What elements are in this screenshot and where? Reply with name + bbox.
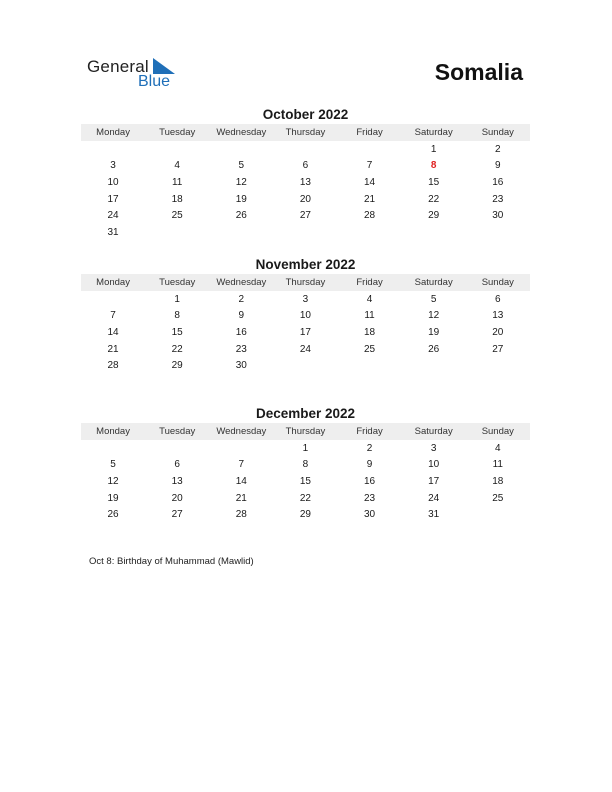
day-cell: 1 xyxy=(430,143,437,155)
weekday-header-row xyxy=(81,124,530,141)
day-cell: 15 xyxy=(299,475,311,487)
week-row xyxy=(81,207,530,224)
day-cell: 6 xyxy=(495,293,501,305)
weekday-label: Tuesday xyxy=(159,127,196,138)
month-calendar-november xyxy=(81,256,530,374)
month-title: October 2022 xyxy=(262,107,349,122)
day-cell: 2 xyxy=(238,293,245,305)
week-row xyxy=(81,440,530,457)
day-cell: 16 xyxy=(364,475,376,487)
holiday-note: Oct 8: Birthday of Muhammad (Mawlid) xyxy=(89,556,254,567)
week-row xyxy=(81,141,530,158)
day-cell: 7 xyxy=(238,459,245,471)
day-cell: 12 xyxy=(107,475,119,487)
month-calendar-october xyxy=(81,106,530,241)
week-row xyxy=(81,357,530,374)
day-cell: 5 xyxy=(430,293,437,305)
weekday-label: Saturday xyxy=(414,127,453,138)
weekday-label: Thursday xyxy=(285,426,326,437)
day-cell: 2 xyxy=(366,442,373,454)
day-cell: 9 xyxy=(495,160,501,172)
weekday-label: Thursday xyxy=(285,277,326,288)
day-cell: 27 xyxy=(299,210,311,222)
weekday-label: Monday xyxy=(96,127,130,138)
week-row xyxy=(81,506,530,523)
weekday-header-row xyxy=(81,423,530,440)
day-cell: 1 xyxy=(174,293,180,305)
day-cell: 23 xyxy=(364,492,376,504)
weekday-label: Wednesday xyxy=(216,426,267,437)
week-row xyxy=(81,473,530,490)
day-cell: 9 xyxy=(238,310,245,322)
logo-triangle-icon xyxy=(153,58,175,74)
day-cell: 13 xyxy=(299,176,311,188)
day-cell: 31 xyxy=(428,509,440,521)
week-row xyxy=(81,490,530,507)
week-row xyxy=(81,341,530,358)
day-cell: 21 xyxy=(235,492,247,504)
weekday-label: Wednesday xyxy=(216,277,267,288)
month-title: December 2022 xyxy=(255,406,356,421)
holiday-notes xyxy=(89,556,254,567)
logo-word-general: General xyxy=(87,57,149,76)
week-row xyxy=(81,191,530,208)
weekday-label: Saturday xyxy=(414,426,453,437)
weekday-label: Sunday xyxy=(481,426,514,437)
day-cell: 5 xyxy=(110,459,116,471)
week-row xyxy=(81,174,530,191)
day-cell: 26 xyxy=(107,509,119,521)
day-cell: 29 xyxy=(171,360,183,372)
weekday-label: Friday xyxy=(356,127,383,138)
weekday-label: Monday xyxy=(96,277,130,288)
day-cell: 19 xyxy=(107,492,119,504)
day-cell: 28 xyxy=(235,509,247,521)
week-row xyxy=(81,308,530,325)
day-cell: 8 xyxy=(302,459,309,471)
day-cell: 20 xyxy=(299,193,311,205)
day-cell: 22 xyxy=(428,193,440,205)
day-cell: 4 xyxy=(174,160,180,172)
weekday-label: Wednesday xyxy=(216,127,267,138)
day-cell: 22 xyxy=(299,492,311,504)
day-cell: 26 xyxy=(428,343,440,355)
day-cell: 16 xyxy=(235,326,247,338)
day-cell: 27 xyxy=(492,343,504,355)
day-cell: 26 xyxy=(235,210,247,222)
day-cell: 30 xyxy=(492,210,504,222)
day-cell: 25 xyxy=(171,210,183,222)
weekday-label: Friday xyxy=(356,277,383,288)
day-cell: 29 xyxy=(428,210,440,222)
day-cell-holiday: 8 xyxy=(430,160,437,172)
weekday-label: Saturday xyxy=(414,277,453,288)
day-cell: 6 xyxy=(302,160,309,172)
day-cell: 14 xyxy=(235,475,247,487)
day-cell: 20 xyxy=(492,326,504,338)
day-cell: 10 xyxy=(107,176,119,188)
day-cell: 29 xyxy=(299,509,311,521)
day-cell: 17 xyxy=(299,326,311,338)
day-cell: 23 xyxy=(492,193,504,205)
day-cell: 11 xyxy=(171,176,183,188)
day-cell: 18 xyxy=(492,475,504,487)
day-cell: 30 xyxy=(235,360,247,372)
week-row xyxy=(81,324,530,341)
logo-word-blue: Blue xyxy=(138,73,171,90)
day-cell: 19 xyxy=(235,193,247,205)
day-cell: 17 xyxy=(428,475,440,487)
day-cell: 10 xyxy=(428,459,440,471)
day-cell: 24 xyxy=(107,210,119,222)
day-cell: 12 xyxy=(428,310,440,322)
day-cell: 15 xyxy=(171,326,183,338)
day-cell: 3 xyxy=(430,442,437,454)
day-cell: 23 xyxy=(235,343,247,355)
day-cell: 15 xyxy=(428,176,440,188)
day-cell: 13 xyxy=(171,475,183,487)
day-cell: 24 xyxy=(299,343,311,355)
day-cell: 4 xyxy=(495,442,501,454)
weekday-label: Tuesday xyxy=(159,277,196,288)
weekday-label: Tuesday xyxy=(159,426,196,437)
day-cell: 25 xyxy=(492,492,504,504)
day-cell: 3 xyxy=(302,293,309,305)
day-cell: 28 xyxy=(364,210,376,222)
day-cell: 5 xyxy=(238,160,245,172)
day-cell: 12 xyxy=(235,176,247,188)
day-cell: 18 xyxy=(364,326,376,338)
week-row xyxy=(81,158,530,175)
day-cell: 16 xyxy=(492,176,504,188)
day-cell: 4 xyxy=(366,293,373,305)
day-cell: 27 xyxy=(171,509,183,521)
weekday-label: Monday xyxy=(96,426,130,437)
day-cell: 7 xyxy=(110,310,116,322)
day-cell: 17 xyxy=(107,193,119,205)
day-cell: 14 xyxy=(364,176,376,188)
day-cell: 21 xyxy=(364,193,376,205)
weekday-label: Thursday xyxy=(285,127,326,138)
brand-logo xyxy=(87,57,187,91)
day-cell: 9 xyxy=(366,459,373,471)
weekday-label: Sunday xyxy=(481,127,514,138)
day-cell: 3 xyxy=(110,160,116,172)
month-title: November 2022 xyxy=(255,257,356,272)
weekday-label: Sunday xyxy=(481,277,514,288)
week-row xyxy=(81,457,530,474)
day-cell: 22 xyxy=(171,343,183,355)
weekday-header-row xyxy=(81,274,530,291)
day-cell: 21 xyxy=(107,343,119,355)
day-cell: 11 xyxy=(492,459,503,471)
day-cell: 6 xyxy=(174,459,180,471)
country-title: Somalia xyxy=(434,59,523,85)
day-cell: 24 xyxy=(428,492,440,504)
week-row xyxy=(81,291,530,308)
day-cell: 1 xyxy=(302,442,309,454)
day-cell: 19 xyxy=(428,326,440,338)
day-cell: 8 xyxy=(174,310,180,322)
month-calendar-december xyxy=(81,405,530,523)
day-cell: 13 xyxy=(492,310,504,322)
day-cell: 10 xyxy=(299,310,311,322)
day-cell: 2 xyxy=(495,143,501,155)
day-cell: 18 xyxy=(171,193,183,205)
week-row xyxy=(81,224,530,241)
weekday-label: Friday xyxy=(356,426,383,437)
day-cell: 31 xyxy=(107,226,119,238)
day-cell: 14 xyxy=(107,326,119,338)
day-cell: 25 xyxy=(364,343,376,355)
day-cell: 11 xyxy=(364,310,375,322)
day-cell: 28 xyxy=(107,360,119,372)
day-cell: 20 xyxy=(171,492,183,504)
day-cell: 30 xyxy=(364,509,376,521)
day-cell: 7 xyxy=(366,160,373,172)
